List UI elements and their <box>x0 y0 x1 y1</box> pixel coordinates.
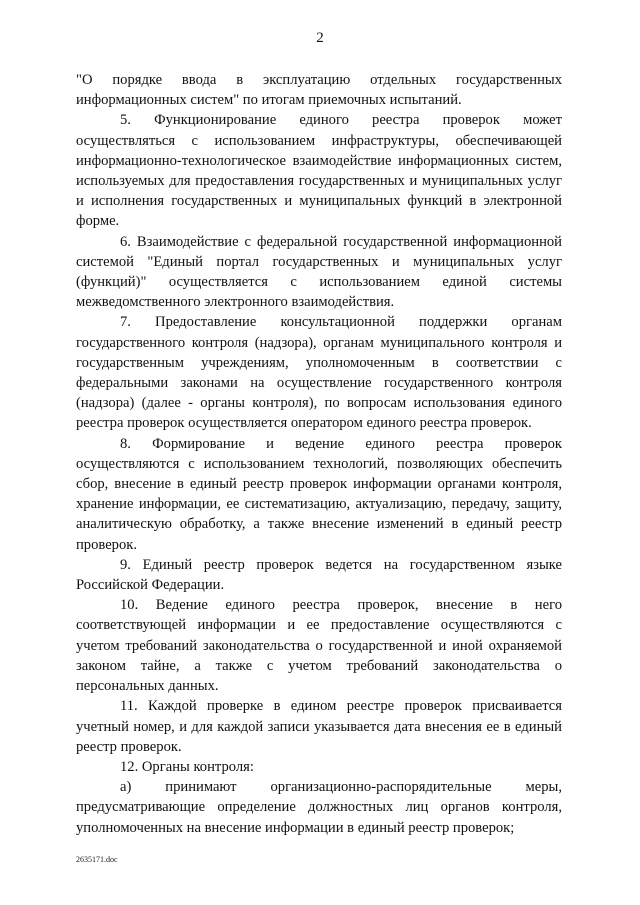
paragraph-8: 8. Формирование и ведение единого реестра проверок осуществляются с использованием технологий, позволяющих обеспечить сбор, внесение в единый реестр проверок информации органами контроля, хранение информации, ее систематизацию, актуализацию, передачу, защиту, аналитическую обработку, а также внесение изменений в единый реестр проверок. <box>76 435 562 553</box>
paragraph-12a: а) принимают организационно-распорядительные меры, предусматривающие определение должностных лиц органов контроля, уполномоченных на внесение информации в единый реестр проверок; <box>76 779 562 836</box>
document-body <box>76 70 562 838</box>
paragraph-7: 7. Предоставление консультационной поддержки органам государственного контроля (надзора), органам муниципального контроля и государственным учреждениям, уполномоченным в соответствии с федеральными законами на осуществление государственного контроля (надзора) (далее - органы контроля), по вопросам использования единого реестра проверок осуществляется оператором единого реестра проверок. <box>76 314 562 432</box>
paragraph-9: 9. Единый реестр проверок ведется на государственном языке Российской Федерации. <box>76 556 562 594</box>
paragraph-5: 5. Функционирование единого реестра проверок может осуществляться с использованием инфраструктуры, обеспечивающей информационно-технологическое взаимодействие информационных систем, используемых для предоставления государственных и муниципальных услуг и исполнения государственных и муниципальных функций в электронной форме. <box>76 112 562 230</box>
paragraph-11: 11. Каждой проверке в едином реестре проверок присваивается учетный номер, и для каждой записи указывается дата внесения ее в единый реестр проверок. <box>76 698 562 755</box>
footer-file-code: 2635171.doc <box>76 855 118 864</box>
paragraph-12: 12. Органы контроля: <box>120 758 254 775</box>
paragraph-10: 10. Ведение единого реестра проверок, внесение в него соответствующей информации и ее предоставление осуществляются с учетом требований законодательства о государственной и иной охраняемой законом тайне, а также с учетом требований законодательства о персональных данных. <box>76 597 562 695</box>
paragraph-continuation: "О порядке ввода в эксплуатацию отдельных государственных информационных систем" по итогам приемочных испытаний. <box>76 72 562 109</box>
paragraph-6: 6. Взаимодействие с федеральной государственной информационной системой "Единый портал государственных и муниципальных услуг (функций)" осуществляется с использованием единой системы межведомственного электронного взаимодействия. <box>76 233 562 311</box>
page-number: 2 <box>316 30 324 46</box>
